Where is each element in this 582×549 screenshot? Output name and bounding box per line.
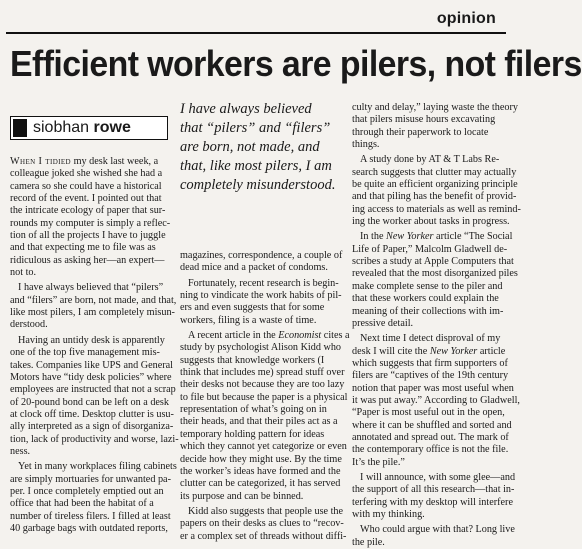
article-line: employees are instructed that not a scrap (10, 384, 176, 396)
line-text: my desk last week, a (71, 156, 159, 167)
article-line: things. (352, 139, 380, 151)
article-line: their desks not because they are too lazy (180, 379, 345, 391)
line-text: article (477, 345, 506, 357)
article-line: notion that paper was most useful when (352, 382, 514, 394)
article-line: not to. (10, 267, 37, 279)
article-line: ing the worker about tasks in progress. (352, 216, 510, 228)
headline: Efficient workers are pilers, not filers (10, 43, 582, 84)
article-line: Next time I detect disproval of my (360, 333, 501, 345)
article-line: and that piling has the benefit of provid- (352, 191, 517, 203)
pull-quote-line: are born, not made, and (180, 139, 320, 155)
article-line: ers and even suggests that for some (180, 302, 325, 314)
article-line: the worker’s ideas have formed and the (180, 465, 341, 477)
article-line: derstood. (10, 319, 48, 331)
article-line: which they cannot yet categorize or even (180, 441, 347, 453)
article-line: Fortunately, recent research is begin- (188, 277, 339, 289)
pull-quote-line: that “pilers” and “filers” (180, 120, 331, 136)
article-line: at clock off time. Desktop clutter is usu- (10, 408, 174, 420)
article-line: ally interpreted as a sign of disorganiza- (10, 421, 174, 433)
line-text: desk I will cite the (352, 345, 430, 357)
article-line: search suggests that clutter may actually (352, 166, 517, 178)
article-line: Who could argue with that? Long live (360, 524, 515, 536)
article-line: scribes a study at Apple Computers that (352, 256, 514, 268)
article-line: which suggests that firm supporters of (352, 357, 508, 369)
article-line: ing access to materials as well as remind- (352, 203, 521, 215)
article-line: like most pilers, I am completely misun- (10, 307, 175, 319)
article-line: ridiculous as asking her—an expert— (10, 254, 165, 266)
article-line: takes. Companies like UPS and General (10, 359, 173, 371)
line-text: article “The Social (433, 231, 513, 243)
article-line: record of the event. I pointed out that (10, 193, 162, 205)
article-line: one of the top five management mis- (10, 347, 160, 359)
publication-title: Economist (278, 330, 322, 342)
article-line: tion, lack of productivity and worse, lazi- (10, 433, 179, 445)
section-label: opinion (436, 10, 496, 27)
article-line: magazines, correspondence, a couple of (180, 250, 343, 261)
article-line: ness. (10, 445, 31, 457)
article-line: revealed that the most disorganized piles (352, 268, 518, 280)
article-line: camera so she could have a historical (10, 180, 162, 192)
article-line: the intricate ecology of paper that sur- (10, 205, 166, 217)
author-last-name: rowe (93, 119, 131, 136)
byline-box (10, 116, 168, 140)
article-line: that these workers could explain the (352, 293, 499, 305)
article-line: decide how they might use. By the time (180, 453, 342, 465)
article-line: the support of all this research—that in- (352, 484, 515, 496)
article-line: with my thinking. (352, 509, 425, 520)
article-line: meaning of their collections with im- (352, 305, 504, 317)
article-line: papers on their desks as clues to “recov- (180, 518, 344, 530)
article-line: it was put away.” According to Gladwell, (352, 394, 520, 406)
publication-title: New Yorker (429, 345, 478, 357)
article-line: through their paperwork to locate (352, 126, 489, 138)
article-line: their heads, and that their piles act as a (180, 416, 338, 428)
article-line: er a complex set of threads without diffi- (180, 530, 347, 542)
article-line: office that had been the habitat of a (10, 498, 154, 510)
article-line: and “filers” are born, not made, and that, (10, 294, 177, 306)
article-line: pressive detail. (352, 317, 414, 329)
byline (33, 119, 131, 137)
pull-quote-line: that, like most pilers, I am (180, 158, 332, 174)
article-line: I have always believed that “pilers” (18, 282, 164, 294)
article-line: Kidd also suggests that people use the (188, 505, 344, 517)
article-line: number of tireless filers. I filled at least (10, 510, 171, 522)
article-line: study by psychologist Alison Kidd who (180, 342, 342, 354)
article-line (352, 231, 513, 243)
byline-bar (13, 119, 27, 137)
article-line: I will announce, with some glee—and (360, 471, 516, 483)
article-line: to file but because the paper is a physical (180, 391, 348, 403)
drop-lead: When I tidied (10, 156, 72, 167)
article-line: temporary holding pattern for ideas (180, 428, 325, 440)
publication-title: New Yorker (386, 231, 434, 243)
pull-quote-line: I have always believed (180, 101, 312, 117)
article-line: Life of Paper,” Malcolm Gladwell de- (352, 243, 508, 255)
article-line: Motors have “tidy desk policies” where (10, 371, 172, 383)
article-line: It’s the pile.” (352, 456, 405, 468)
article-line: rounds my computer is simply a reflec- (10, 217, 171, 229)
article-line: workers, filing is a waste of time. (180, 314, 317, 326)
pull-quote (180, 100, 345, 195)
article-line: culty and delay,” laying waste the theory (352, 102, 518, 113)
article-line: its purpose and can be binned. (180, 490, 304, 502)
line-text: In the (360, 231, 387, 243)
article-line: are simply mortuaries for unwanted pa- (10, 473, 171, 485)
article-line: the pile. (352, 536, 385, 548)
article-line (10, 156, 170, 168)
article-line (180, 330, 350, 342)
line-text: cites a (321, 330, 350, 342)
article-line: be quite an efficient organizing principle (352, 179, 518, 191)
article-line: representation of what’s going on in (180, 404, 327, 416)
article-line: annotated and spread out. The mark of (352, 431, 509, 443)
article-line: ning to vindicate the work habits of pil- (180, 290, 342, 302)
article-line: Yet in many workplaces filing cabinets (18, 461, 177, 473)
article-line: and that expecting me to file was as (10, 242, 156, 254)
article-line: tion of all the projects I have to juggle (10, 230, 166, 242)
article-line: “Paper is most useful out in the open, (352, 407, 505, 419)
pull-quote-line: completely misunderstood. (180, 177, 336, 193)
article-line: per. I once completely emptied out an (10, 485, 164, 497)
section-header (6, 8, 506, 34)
article-column-2 (180, 250, 350, 543)
article-line: Having an untidy desk is apparently (18, 334, 165, 346)
article-line: think that includes me) spread stuff over (180, 367, 345, 379)
article-line: clutter can be categorized, it has served (180, 478, 341, 490)
line-text: A recent article in the (188, 330, 279, 342)
article-line: where it can be shuffled and sorted and (352, 419, 512, 431)
article-line: of 20-pound bond can be left on a desk (10, 396, 169, 408)
article-line: dead mice and a packet of condoms. (180, 262, 328, 274)
article-line: make complete sense to the piler and (352, 280, 503, 292)
article-line: suggests that knowledge workers (I (180, 354, 325, 366)
author-first-name: siobhan (33, 119, 94, 136)
article-line: 40 garbage bags with outdated reports, (10, 522, 168, 534)
article-line: the contemporary office is not the file. (352, 444, 509, 456)
article-line (352, 346, 504, 358)
article-line: A study done by AT & T Labs Re- (360, 154, 500, 166)
article-line: terfering with my desktop will interfere (352, 496, 513, 508)
article-line: filers are “captives of the 19th century (352, 370, 509, 382)
article-column-3 (352, 102, 521, 549)
article-line: colleague joked she wished she had a (10, 168, 163, 180)
article-line: that pilers misuse hours excavating (352, 114, 496, 126)
article-column-1 (10, 156, 179, 535)
